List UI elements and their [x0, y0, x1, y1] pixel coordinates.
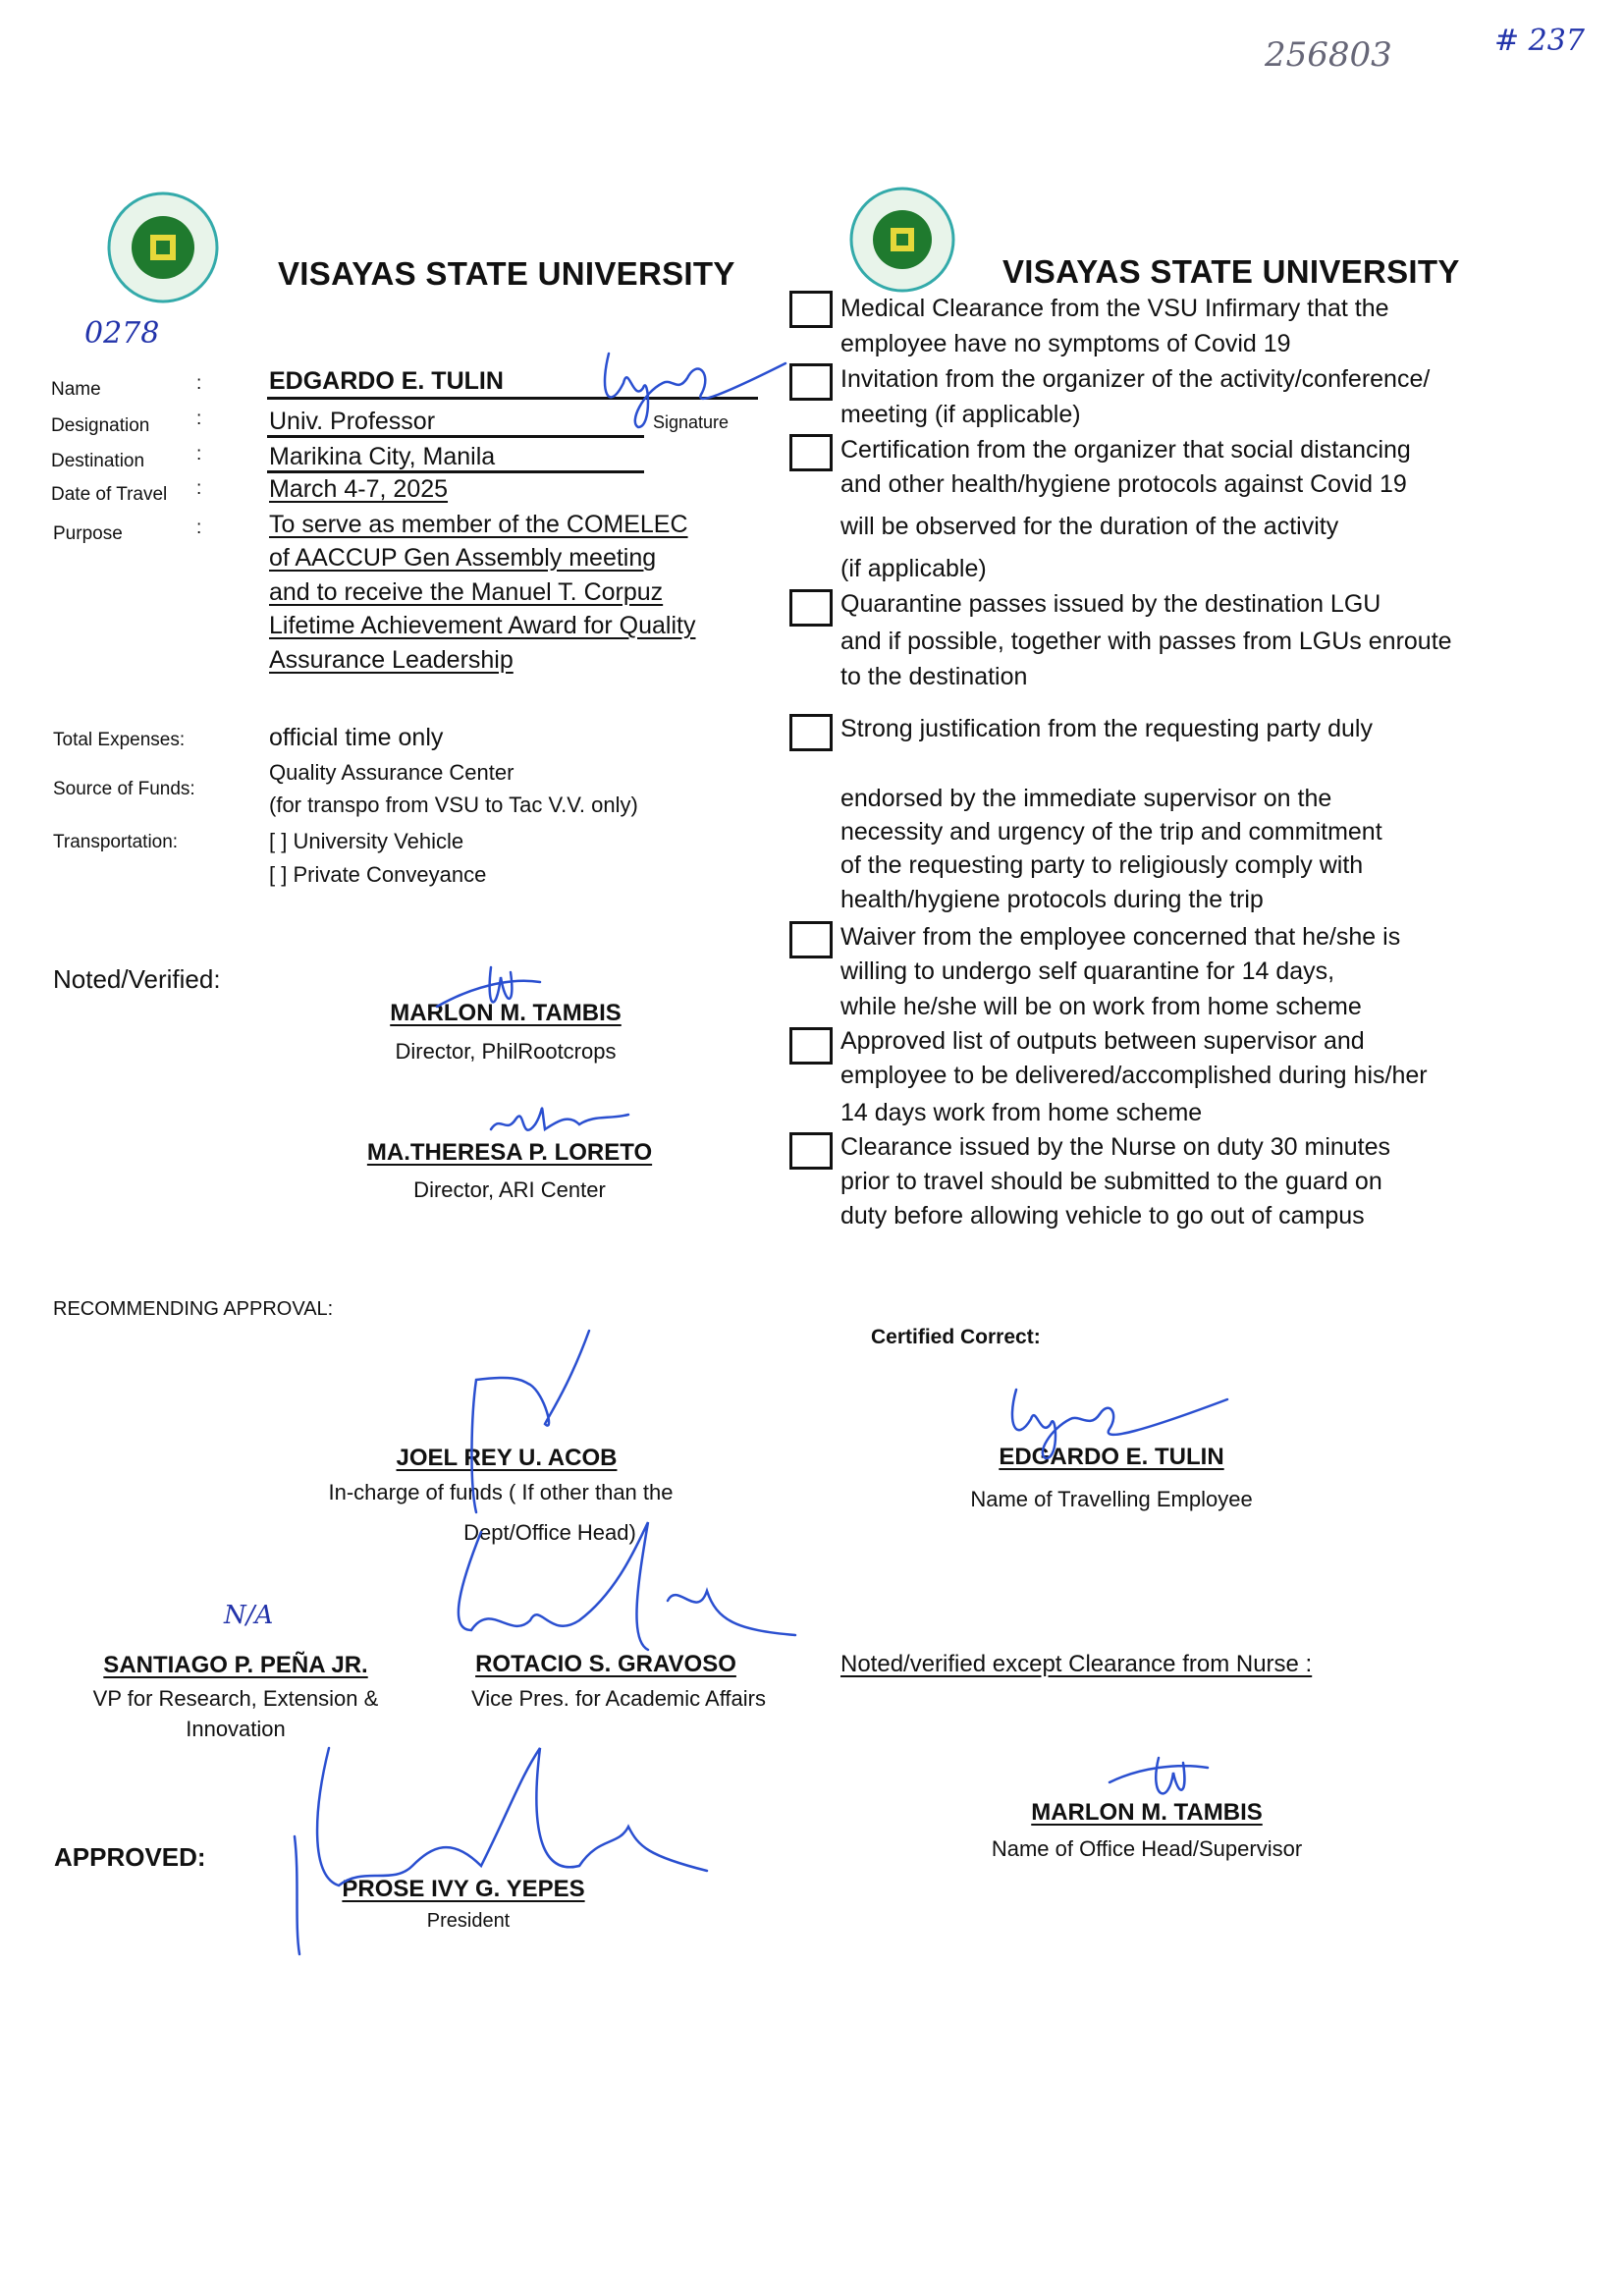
supervisor-name: MARLON M. TAMBIS: [1031, 1799, 1263, 1826]
designation-value: Univ. Professor: [269, 408, 436, 435]
name-value: EDGARDO E. TULIN: [269, 367, 504, 395]
name-label: Name: [51, 379, 101, 400]
expenses-label: Total Expenses:: [53, 730, 186, 750]
handwritten-na: N/A: [224, 1601, 274, 1630]
requirement-text: 14 days work from home scheme: [840, 1099, 1203, 1126]
signature-gravoso: [442, 1503, 815, 1669]
gravoso-title: Vice Pres. for Academic Affairs: [471, 1686, 766, 1711]
requirement-text: (if applicable): [840, 555, 987, 582]
president-name: PROSE IVY G. YEPES: [342, 1876, 585, 1902]
noted-verified-label: Noted/Verified:: [53, 964, 221, 994]
funds-label: Source of Funds:: [53, 779, 195, 799]
date-value: March 4-7, 2025: [269, 475, 449, 503]
signature-tulin-certified: [1001, 1375, 1237, 1463]
transport-option-private-conveyance[interactable]: [ ] Private Conveyance: [269, 862, 487, 887]
requirement-text: meeting (if applicable): [840, 401, 1081, 428]
handwritten-control-number: 0278: [84, 316, 160, 351]
purpose-line: Assurance Leadership: [269, 646, 514, 674]
gravoso-name: ROTACIO S. GRAVOSO: [475, 1651, 736, 1677]
signature-tambis-supervisor: [1100, 1748, 1227, 1817]
noted-except-label: Noted/verified except Clearance from Nurse :: [840, 1651, 1313, 1677]
requirement-checkbox[interactable]: [789, 1027, 833, 1065]
requirement-text: necessity and urgency of the trip and commitment: [840, 818, 1382, 846]
requirement-text: Approved list of outputs between supervisor and: [840, 1027, 1365, 1055]
requirement-text: and other health/hygiene protocols against Covid 19: [840, 470, 1407, 498]
colon: :: [196, 518, 202, 538]
certified-correct-label: Certified Correct:: [871, 1326, 1041, 1348]
signatory-title: Director, PhilRootcrops: [395, 1039, 617, 1064]
transport-option-university-vehicle[interactable]: [ ] University Vehicle: [269, 829, 464, 853]
designation-underline: [267, 435, 644, 438]
colon: :: [196, 373, 202, 394]
designation-label: Designation: [51, 415, 150, 436]
signature-loreto: [481, 1085, 648, 1154]
requirement-text: Clearance issued by the Nurse on duty 30 minutes: [840, 1133, 1391, 1161]
signature-yepes: [285, 1728, 717, 1964]
destination-value: Marikina City, Manila: [269, 443, 496, 470]
requirement-checkbox[interactable]: [789, 589, 833, 627]
purpose-line: of AACCUP Gen Assembly meeting: [269, 544, 657, 572]
requirement-checkbox[interactable]: [789, 1132, 833, 1170]
requirement-text: Quarantine passes issued by the destination LGU: [840, 590, 1381, 618]
signatory-name: MA.THERESA P. LORETO: [366, 1139, 653, 1166]
requirement-text: will be observed for the duration of the activity: [840, 513, 1339, 540]
supervisor-title: Name of Office Head/Supervisor: [991, 1836, 1303, 1861]
requirement-text: Certification from the organizer that social distancing: [840, 436, 1411, 464]
university-seal-icon: [106, 191, 220, 304]
signature-label: Signature: [653, 412, 730, 432]
signatory-title: Director, ARI Center: [413, 1177, 606, 1202]
funds-note: (for transpo from VSU to Tac V.V. only): [269, 793, 638, 817]
recommending-approval-label: RECOMMENDING APPROVAL:: [53, 1298, 334, 1320]
signature-tambis: [432, 957, 560, 1026]
signature-tulin: [589, 334, 805, 442]
acob-name: JOEL REY U. ACOB: [396, 1445, 618, 1471]
requirement-checkbox[interactable]: [789, 291, 833, 328]
requirement-text: employee to be delivered/accomplished during his/her: [840, 1062, 1428, 1089]
purpose-label: Purpose: [53, 523, 123, 544]
requirement-text: Medical Clearance from the VSU Infirmary that the: [840, 295, 1389, 322]
handwritten-reference-number: 256803: [1265, 35, 1392, 75]
requirement-checkbox[interactable]: [789, 714, 833, 751]
requirement-text: while he/she will be on work from home scheme: [840, 993, 1362, 1020]
transport-label: Transportation:: [53, 832, 179, 852]
pena-title: Innovation: [186, 1717, 286, 1741]
university-title-left: VISAYAS STATE UNIVERSITY: [278, 255, 735, 292]
requirement-text: prior to travel should be submitted to the guard on: [840, 1168, 1382, 1195]
traveller-name: EDGARDO E. TULIN: [999, 1444, 1224, 1470]
pena-title: VP for Research, Extension &: [92, 1686, 379, 1711]
colon: :: [196, 409, 202, 429]
requirement-text: willing to undergo self quarantine for 14 days,: [840, 957, 1335, 985]
requirement-text: Waiver from the employee concerned that he/she is: [840, 923, 1401, 951]
university-seal-icon: [848, 186, 956, 294]
purpose-line: Lifetime Achievement Award for Quality: [269, 612, 696, 639]
requirement-checkbox[interactable]: [789, 921, 833, 958]
date-label: Date of Travel: [51, 484, 168, 505]
acob-title: Dept/Office Head): [463, 1520, 636, 1545]
signature-acob: [452, 1326, 599, 1522]
destination-label: Destination: [51, 451, 145, 471]
colon: :: [196, 444, 202, 465]
requirement-text: employee have no symptoms of Covid 19: [840, 330, 1291, 357]
requirement-text: endorsed by the immediate supervisor on the: [840, 785, 1332, 812]
expenses-value: official time only: [269, 724, 444, 751]
purpose-line: and to receive the Manuel T. Corpuz: [269, 578, 664, 606]
purpose-line: To serve as member of the COMELEC: [269, 511, 688, 538]
destination-underline: [267, 470, 644, 473]
president-title: President: [426, 1910, 511, 1932]
signatory-name: MARLON M. TAMBIS: [390, 1000, 622, 1026]
requirement-text: to the destination: [840, 663, 1028, 690]
university-title-right: VISAYAS STATE UNIVERSITY: [1002, 253, 1460, 290]
requirement-text: and if possible, together with passes from LGUs enroute: [840, 628, 1452, 655]
acob-title: In-charge of funds ( If other than the: [328, 1480, 674, 1504]
colon: :: [196, 478, 202, 499]
requirement-text: Strong justification from the requesting party duly: [840, 715, 1373, 742]
approved-label: APPROVED:: [54, 1842, 206, 1872]
requirement-text: duty before allowing vehicle to go out of campus: [840, 1202, 1365, 1230]
pena-name: SANTIAGO P. PEÑA JR.: [103, 1652, 368, 1678]
funds-value: Quality Assurance Center: [269, 760, 514, 785]
traveller-title: Name of Travelling Employee: [970, 1487, 1253, 1511]
requirement-text: Invitation from the organizer of the activity/conference/: [840, 365, 1431, 393]
handwritten-record-number: # 237: [1494, 24, 1585, 58]
requirement-text: of the requesting party to religiously comply with: [840, 851, 1364, 879]
requirement-text: health/hygiene protocols during the trip: [840, 886, 1264, 913]
